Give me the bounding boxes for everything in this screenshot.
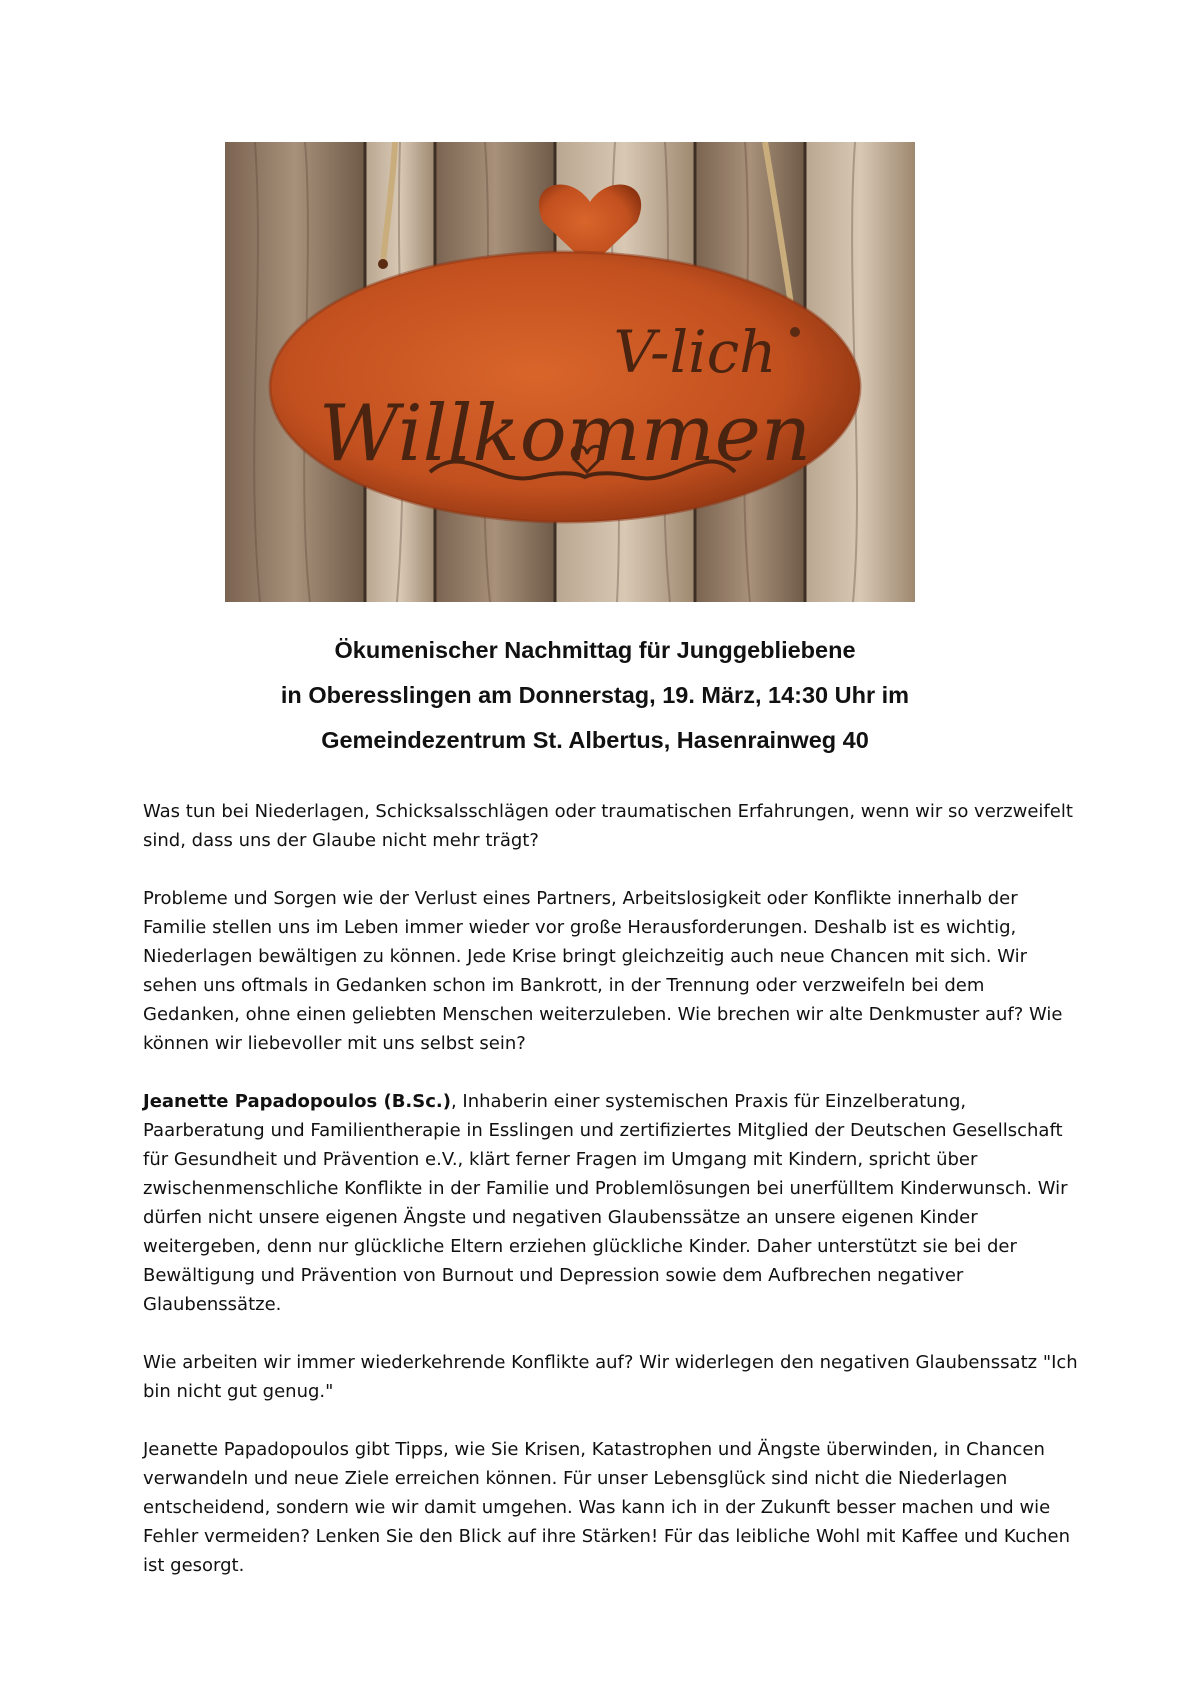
paragraph-conflicts: Wie arbeiten wir immer wiederkehrende Konflikte auf? Wir widerlegen den negativen Glaubenssatz "Ich bin nicht gut genug." — [143, 1352, 1078, 1402]
sign-text-top: V-lich — [613, 318, 777, 386]
welcome-sign-photo — [225, 142, 915, 602]
title-line-1: Ökumenischer Nachmittag für Junggebliebene — [334, 637, 856, 663]
speaker-description: , Inhaberin einer systemischen Praxis für Einzelberatung, Paarberatung und Familientherapie in Esslingen und zertifiziertes Mitglied der Deutschen Gesellschaft für Gesundheit und Prävention e.V., klärt ferner Fragen im Umgang mit Kindern, spricht über zwischenmenschliche Konflikte in der Familie und Problemlösungen bei unerfülltem Kinderwunsch. Wir dürfen nicht unsere eigenen Ängste und negativen Glaubenssätze an unsere eigenen Kinder weitergeben, denn nur glückliche Eltern erziehen glückliche Kinder. Daher unterstützt sie bei der Bewältigung und Prävention von Burnout und Depression sowie dem Aufbrechen negativer Glaubenssätze. — [143, 1091, 1068, 1315]
welcome-sign-illustration — [225, 142, 915, 602]
paragraph-tips: Jeanette Papadopoulos gibt Tipps, wie Sie Krisen, Katastrophen und Ängste überwinden, in Chancen verwandeln und neue Ziele erreichen können. Für unser Lebensglück sind nicht die Niederlagen entscheidend, sondern wie wir damit umgehen. Was kann ich in der Zukunft besser machen und wie Fehler vermeiden? Lenken Sie den Blick auf ihre Stärken! Für das leibliche Wohl mit Kaffee und Kuchen ist gesorgt. — [143, 1439, 1071, 1576]
paragraph-speaker — [143, 1087, 1083, 1319]
title-line-3: Gemeindezentrum St. Albertus, Hasenrainweg 40 — [321, 727, 869, 753]
body-text — [143, 797, 1083, 1609]
paragraph-problems: Probleme und Sorgen wie der Verlust eines Partners, Arbeitslosigkeit oder Konflikte innerhalb der Familie stellen uns im Leben immer wieder vor große Herausforderungen. Deshalb ist es wichtig, Niederlagen bewältigen zu können. Jede Krise bringt gleichzeitig auch neue Chancen mit sich. Wir sehen uns oftmals in Gedanken schon im Bankrott, in der Trennung oder verzweifeln bei dem Gedanken, ohne einen geliebten Menschen weiterzuleben. Wie brechen wir alte Denkmuster auf? Wie können wir liebevoller mit uns selbst sein? — [143, 888, 1063, 1054]
speaker-name: Jeanette Papadopoulos (B.Sc.) — [143, 1091, 451, 1112]
title-line-2: in Oberesslingen am Donnerstag, 19. März, 14:30 Uhr im — [280, 682, 910, 708]
sign-text-main: Willkommen — [318, 389, 812, 479]
event-title — [0, 628, 1190, 763]
paragraph-intro: Was tun bei Niederlagen, Schicksalsschlägen oder traumatischen Erfahrungen, wenn wir so verzweifelt sind, dass uns der Glaube nicht mehr trägt? — [143, 801, 1073, 851]
